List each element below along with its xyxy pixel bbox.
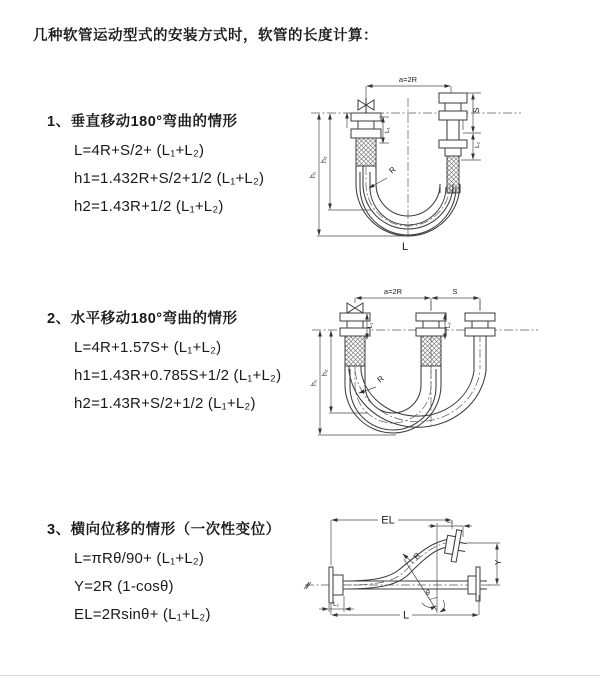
braided-hose-section	[345, 336, 365, 366]
valve-icon	[347, 303, 363, 313]
dim-label-h2: h₂	[322, 369, 329, 376]
diagram-lateral-displacement	[300, 503, 595, 658]
left-hose-fitting	[351, 113, 381, 166]
dim-label-radius: R	[375, 373, 386, 385]
dim-label-fitting-right: L₁	[447, 518, 453, 525]
braided-hose-section	[356, 138, 376, 166]
left-hose-fitting	[340, 313, 370, 366]
dim-label-h1: h₁	[310, 171, 317, 178]
dim-label-fitting-mid: L₂	[446, 322, 452, 328]
section-heading: 3、横向位移的情形（一次性变位）	[47, 522, 281, 538]
dim-label-h1: h₁	[311, 379, 318, 386]
section-heading: 2、水平移动180°弯曲的情形	[47, 311, 238, 327]
dim-label-y: Y	[494, 559, 503, 565]
dim-label-span: a=2R	[398, 75, 418, 84]
angle-arrow	[422, 603, 436, 607]
dim-label-fitting-left: L₁	[368, 322, 374, 328]
dim-label-fitting-left: L₂	[333, 602, 339, 608]
dim-label-el: EL	[381, 514, 395, 527]
page-title: 几种软管运动型式的安装方式时，软管的长度计算：	[33, 28, 378, 44]
centerline-break-icon	[304, 582, 311, 589]
section-heading: 1、垂直移动180°弯曲的情形	[47, 114, 238, 130]
dim-label-span: a=2R	[383, 287, 403, 296]
formula-length: L=4R+S/2+ (L₁+L₂)	[74, 142, 205, 159]
formula-length: L=4R+1.57S+ (L₁+L₂)	[74, 339, 222, 356]
diagram-horizontal-180-bend	[306, 283, 591, 468]
dim-label-stroke: S	[452, 287, 458, 296]
diagram-vertical-180-bend	[303, 60, 588, 265]
u-hose-bend-position2	[349, 366, 486, 427]
dim-label-fitting-left: L₁	[384, 127, 391, 133]
right-flange-lower	[468, 567, 487, 601]
dim-label-stroke: S	[472, 107, 481, 113]
angle-arc	[430, 597, 438, 599]
dim-label-radius: R	[387, 164, 398, 176]
dim-label-length: L	[402, 609, 410, 622]
right-hose-fitting	[439, 93, 467, 193]
formula-h2: h2=1.43R+S/2+1/2 (L₁+L₂)	[74, 395, 256, 412]
dim-label-length: L	[401, 241, 409, 253]
formula-h1: h1=1.43R+0.785S+1/2 (L₁+L₂)	[74, 367, 282, 384]
dim-label-fitting-right: L₂	[474, 141, 481, 148]
formula-h1: h1=1.432R+S/2+1/2 (L₁+L₂)	[74, 170, 265, 187]
right-flange-upper	[443, 528, 468, 563]
formula-length: L=πRθ/90+ (L₁+L₂)	[74, 550, 205, 567]
valve-icon	[358, 98, 374, 113]
formula-el: EL=2Rsinθ+ (L₁+L₂)	[74, 606, 211, 623]
formula-h2: h2=1.43R+1/2 (L₁+L₂)	[74, 198, 224, 215]
section-horizontal-movement	[47, 307, 281, 412]
left-flange	[329, 567, 343, 603]
angle-arrow	[440, 600, 444, 612]
section-vertical-movement	[47, 110, 264, 215]
dim-label-theta: θ	[426, 590, 430, 597]
dim-label-h2: h₂	[321, 156, 328, 163]
middle-hose-fitting	[416, 313, 446, 366]
formula-y: Y=2R (1-cosθ)	[74, 578, 174, 595]
dim-label-radius: R	[411, 551, 423, 562]
braided-hose-section	[421, 336, 441, 366]
section-lateral-displacement	[47, 518, 281, 623]
